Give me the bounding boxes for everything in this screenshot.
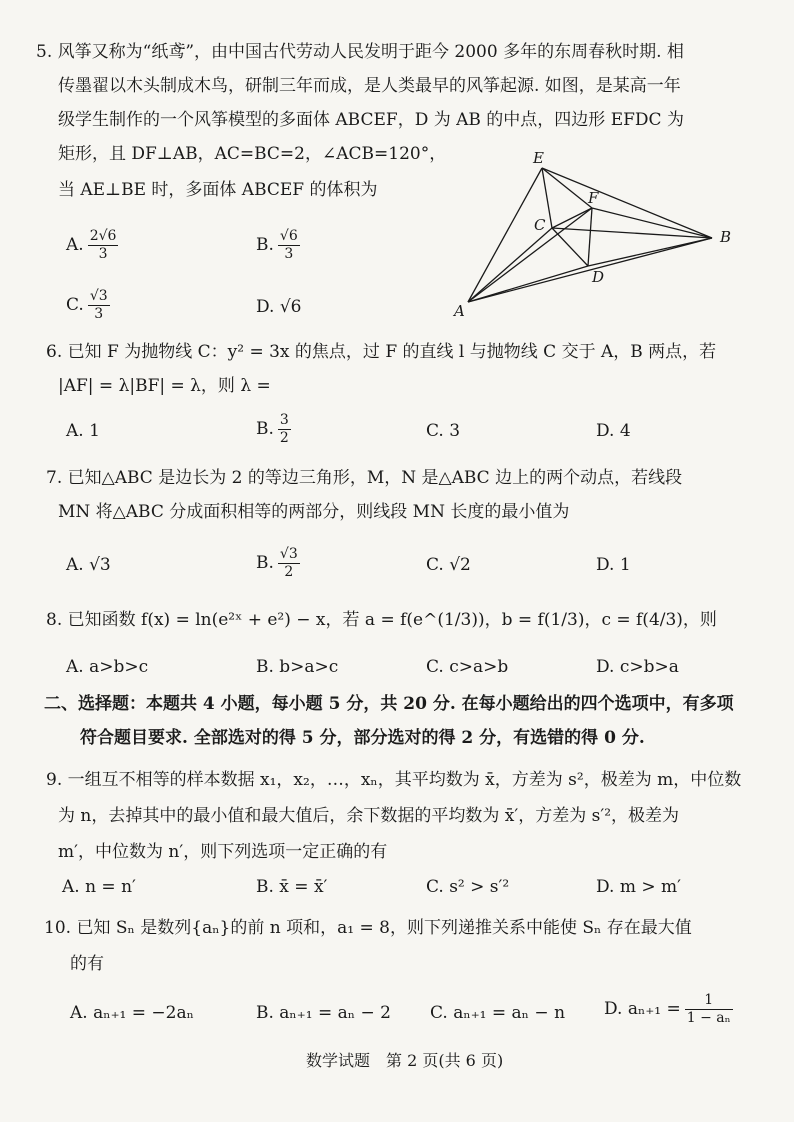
- edge-DB: [588, 238, 712, 266]
- q9-line-1: 9. 一组互不相等的样本数据 x₁，x₂，…，xₙ，其平均数为 x̄，方差为 s²，极差为 m，中位数: [46, 770, 742, 790]
- q9-option-d: D. m > m′: [596, 877, 681, 897]
- q5-option-d: D. √6: [256, 297, 302, 317]
- q9-option-b: B. x̄ = x̄′: [256, 877, 328, 897]
- q10-option-a: A. aₙ₊₁ = −2aₙ: [70, 1003, 194, 1023]
- q5-line-2: 传墨翟以木头制成木鸟，研制三年而成，是人类最早的风筝起源. 如图，是某高一年: [58, 76, 681, 96]
- q6-option-d: D. 4: [596, 421, 631, 441]
- edge-AF: [468, 208, 592, 302]
- section-2-instructions: 符合题目要求. 全部选对的得 5 分，部分选对的得 2 分，有选错的得 0 分.: [80, 728, 645, 748]
- q10-line-2: 的有: [70, 954, 104, 974]
- edge-FB: [592, 208, 712, 238]
- q8-option-c: C. c>a>b: [426, 657, 509, 677]
- label-B: B: [720, 228, 732, 246]
- edge-FD: [588, 208, 592, 266]
- q7-option-b: B. $\frac{√3}{2}$: [256, 546, 298, 580]
- q10-line-1: 10. 已知 Sₙ 是数列{aₙ}的前 n 项和，a₁ = 8，则下列递推关系中能使 Sₙ 存在最大值: [44, 918, 692, 938]
- q5-option-a: A. $\frac{2√6}{3}$: [66, 228, 117, 262]
- q5-line-1: 5. 风筝又称为“纸鸢”，由中国古代劳动人民发明于距今 2000 多年的东周春秋时期. 相: [36, 42, 684, 62]
- q7-option-c: C. √2: [426, 555, 471, 575]
- q5-line-4: 矩形，且 DF⊥AB，AC=BC=2，∠ACB=120°，: [58, 144, 447, 164]
- edge-CB: [552, 228, 712, 238]
- edge-EF: [542, 168, 592, 208]
- q10-option-b: B. aₙ₊₁ = aₙ − 2: [256, 1003, 391, 1023]
- edge-CD: [552, 228, 588, 266]
- q8-option-a: A. a>b>c: [66, 657, 149, 677]
- label-C: C: [534, 216, 546, 234]
- q9-option-c: C. s² > s′²: [426, 877, 510, 897]
- q5-line-5: 当 AE⊥BE 时，多面体 ABCEF 的体积为: [58, 180, 378, 200]
- q5-option-b: B. $\frac{√6}{3}$: [256, 228, 298, 262]
- q8-option-d: D. c>b>a: [596, 657, 679, 677]
- q5-line-3: 级学生制作的一个风筝模型的多面体 ABCEF，D 为 AB 的中点，四边形 EFDC 为: [58, 110, 684, 130]
- q9-option-a: A. n = n′: [62, 877, 136, 897]
- label-F: F: [588, 189, 599, 207]
- q10-option-d: D. aₙ₊₁ = $\frac{1}{\text{1 − aₙ}}$: [604, 992, 731, 1026]
- edge-EB: [542, 168, 712, 238]
- q9-line-2: 为 n，去掉其中的最小值和最大值后，余下数据的平均数为 x̄′，方差为 s′²，极差为: [58, 806, 680, 826]
- q8-option-b: B. b>a>c: [256, 657, 339, 677]
- q10-option-c: C. aₙ₊₁ = aₙ − n: [430, 1003, 566, 1023]
- page-footer: 数学试题 第 2 页(共 6 页): [306, 1051, 504, 1070]
- label-D: D: [592, 268, 605, 286]
- q5-option-c: C. $\frac{√3}{3}$: [66, 288, 108, 322]
- q7-line-1: 7. 已知△ABC 是边长为 2 的等边三角形，M，N 是△ABC 边上的两个动点，若线段: [46, 468, 683, 488]
- q7-option-a: A. √3: [66, 555, 111, 575]
- q6-line-2: |AF| = λ|BF| = λ，则 λ =: [58, 376, 271, 396]
- q7-line-2: MN 将△ABC 分成面积相等的两部分，则线段 MN 长度的最小值为: [58, 502, 570, 522]
- q8-line-1: 8. 已知函数 f(x) = ln(e²ˣ + e²) − x，若 a = f(e^(1/3))，b = f(1/3)，c = f(4/3)，则: [46, 610, 717, 630]
- label-E: E: [533, 150, 544, 167]
- q6-option-b: B. $\frac{3}{2}$: [256, 412, 289, 446]
- q9-line-3: m′，中位数为 n′，则下列选项一定正确的有: [58, 842, 388, 862]
- q6-option-c: C. 3: [426, 421, 461, 441]
- polyhedron-figure: [440, 150, 750, 320]
- q6-option-a: A. 1: [66, 421, 100, 441]
- label-A: A: [454, 302, 465, 320]
- q7-option-d: D. 1: [596, 555, 631, 575]
- edge-AE: [468, 168, 542, 302]
- edge-CF: [552, 208, 592, 228]
- q6-line-1: 6. 已知 F 为抛物线 C：y² = 3x 的焦点，过 F 的直线 l 与抛物线 C 交于 A，B 两点，若: [46, 342, 717, 362]
- section-2-heading: 二、选择题：本题共 4 小题，每小题 5 分，共 20 分. 在每小题给出的四个选项中，有多项: [44, 694, 734, 714]
- edge-AD: [468, 266, 588, 302]
